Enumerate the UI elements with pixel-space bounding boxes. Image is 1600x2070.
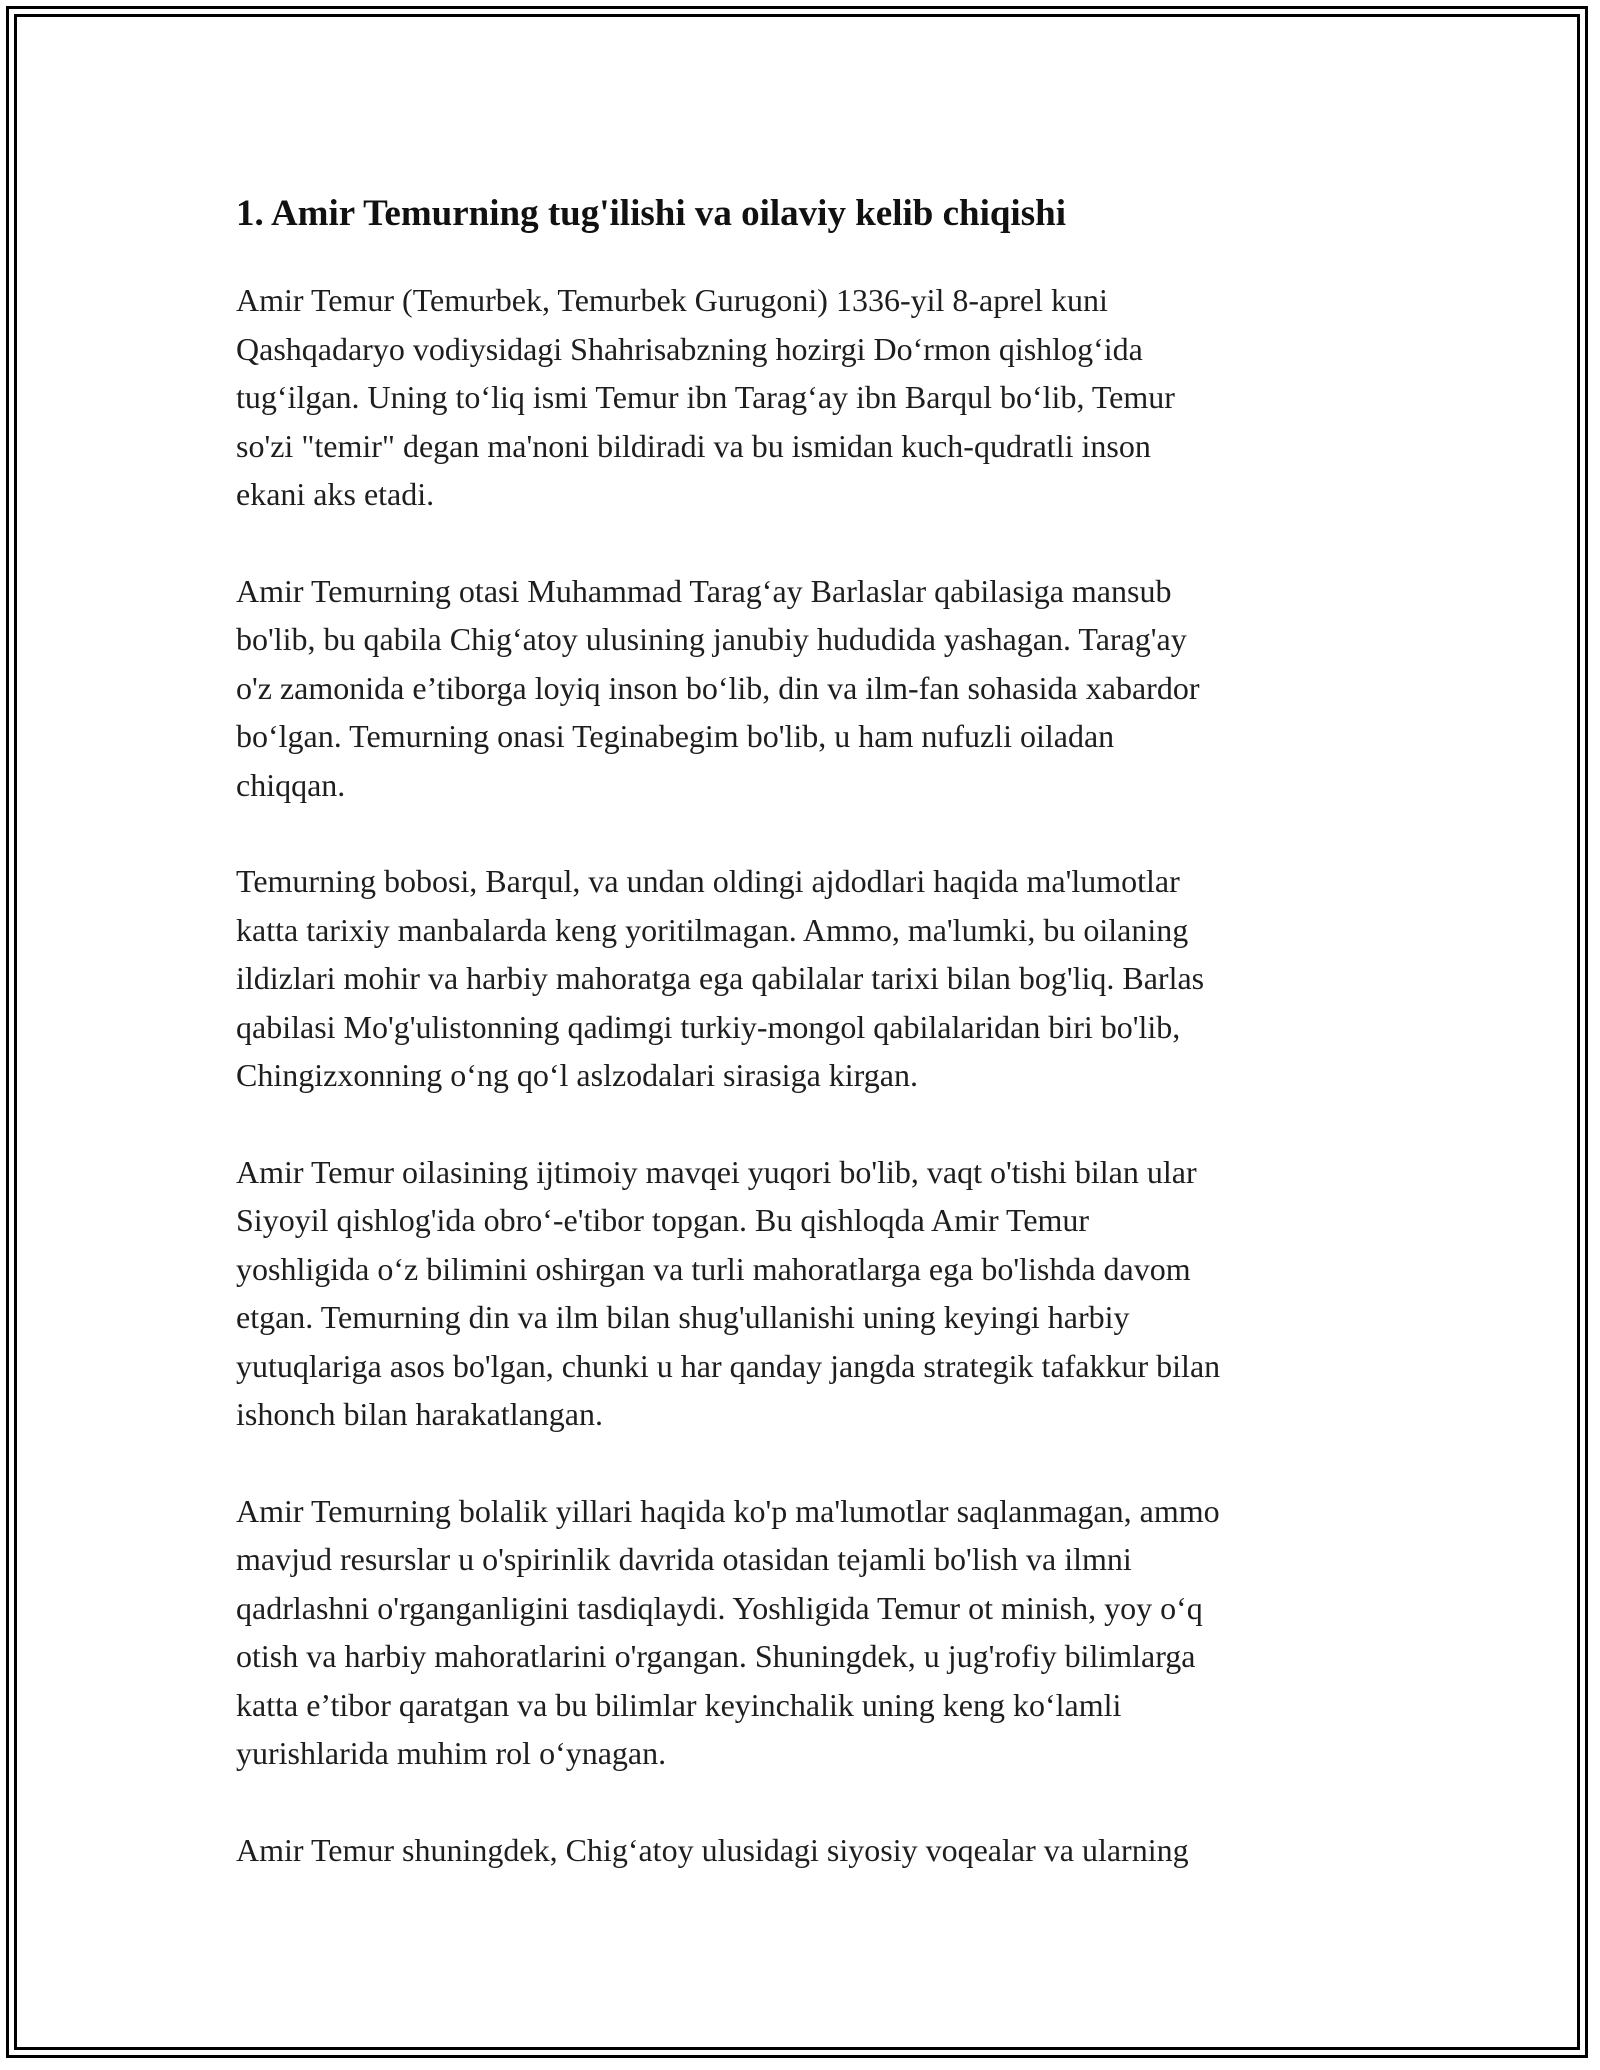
paragraph-line: Amir Temur oilasining ijtimoiy mavqei yuqori bo'lib, vaqt o'tishi bilan ular [236,1153,1197,1190]
paragraph-line: yurishlarida muhim rol oʻynagan. [236,1735,667,1771]
paragraph-line: so'zi "temir" degan ma'noni bildiradi va bu ismidan kuch-qudratli inson [236,427,1151,464]
paragraph-list [236,276,1386,1874]
paragraph [236,1487,1386,1778]
paragraph-line: chiqqan. [236,766,346,803]
paragraph-line: ildizlari mohir va harbiy mahoratga ega qabilalar tarixi bilan bog'liq. Barlas [236,960,1205,996]
paragraph-line: ishonch bilan harakatlangan. [236,1396,603,1432]
paragraph-line: qabilasi Mo'g'ulistonning qadimgi turkiy-mongol qabilalaridan biri bo'lib, [236,1008,1181,1045]
paragraph [236,567,1386,810]
paragraph-line: yoshligida oʻz bilimini oshirgan va turli mahoratlarga ega bo'lishda davom [236,1250,1191,1287]
paragraph-line: Chingizxonning oʻng qoʻl aslzodalari sirasiga kirgan. [236,1057,918,1093]
paragraph-line: etgan. Temurning din va ilm bilan shug'ullanishi uning keyingi harbiy [236,1299,1130,1335]
paragraph-line: ekani aks etadi. [236,476,435,512]
paragraph-line: bo'lib, bu qabila Chigʻatoy ulusining janubiy hududida yashagan. Tarag'ay [236,621,1187,657]
paragraph [236,1148,1386,1439]
paragraph-line: Amir Temur (Temurbek, Temurbek Gurugoni) 1336-yil 8-aprel kuni [236,282,1108,318]
document-body [236,182,1386,1922]
paragraph-line: qadrlashni o'rganganligini tasdiqlaydi. Yoshligida Temur ot minish, yoy oʻq [236,1589,1203,1626]
paragraph-line: katta e’tibor qaratgan va bu bilimlar keyinchalik uning keng koʻlamli [236,1686,1122,1723]
paragraph-line: mavjud resurslar u o'spirinlik davrida otasidan tejamli bo'lish va ilmni [236,1541,1132,1577]
paragraph-line: tugʻilgan. Uning toʻliq ismi Temur ibn Taragʻay ibn Barqul boʻlib, Temur [236,379,1175,415]
paragraph-line: Amir Temur shuningdek, Chigʻatoy ulusidagi siyosiy voqealar va ularning [236,1831,1189,1868]
section-title: 1. Amir Temurning tug'ilishi va oilaviy kelib chiqishi [236,193,1066,234]
paragraph-line: o'z zamonida e’tiborga loyiq inson boʻlib, din va ilm-fan sohasida xabardor [236,669,1200,706]
paragraph-line: Amir Temurning bolalik yillari haqida ko'p ma'lumotlar saqlanmagan, ammo [236,1492,1220,1529]
paragraph-line: Siyoyil qishlog'ida obroʻ-e'tibor topgan. Bu qishloqda Amir Temur [236,1202,1090,1238]
paragraph-line: boʻlgan. Temurning onasi Teginabegim bo'lib, u ham nufuzli oiladan [236,718,1115,754]
paragraph [236,1826,1386,1875]
paragraph-line: katta tarixiy manbalarda keng yoritilmagan. Ammo, ma'lumki, bu oilaning [236,911,1189,948]
paragraph-line: Temurning bobosi, Barqul, va undan oldingi ajdodlari haqida ma'lumotlar [236,863,1180,899]
paragraph-line: yutuqlariga asos bo'lgan, chunki u har qanday jangda strategik tafakkur bilan [236,1347,1221,1384]
paragraph [236,857,1386,1100]
paragraph-line: Qashqadaryo vodiysidagi Shahrisabzning hozirgi Doʻrmon qishlogʻida [236,330,1143,367]
paragraph-line: Amir Temurning otasi Muhammad Taragʻay Barlaslar qabilasiga mansub [236,572,1172,609]
paragraph-line: otish va harbiy mahoratlarini o'rgangan. Shuningdek, u jug'rofiy bilimlarga [236,1638,1196,1674]
paragraph [236,276,1386,519]
